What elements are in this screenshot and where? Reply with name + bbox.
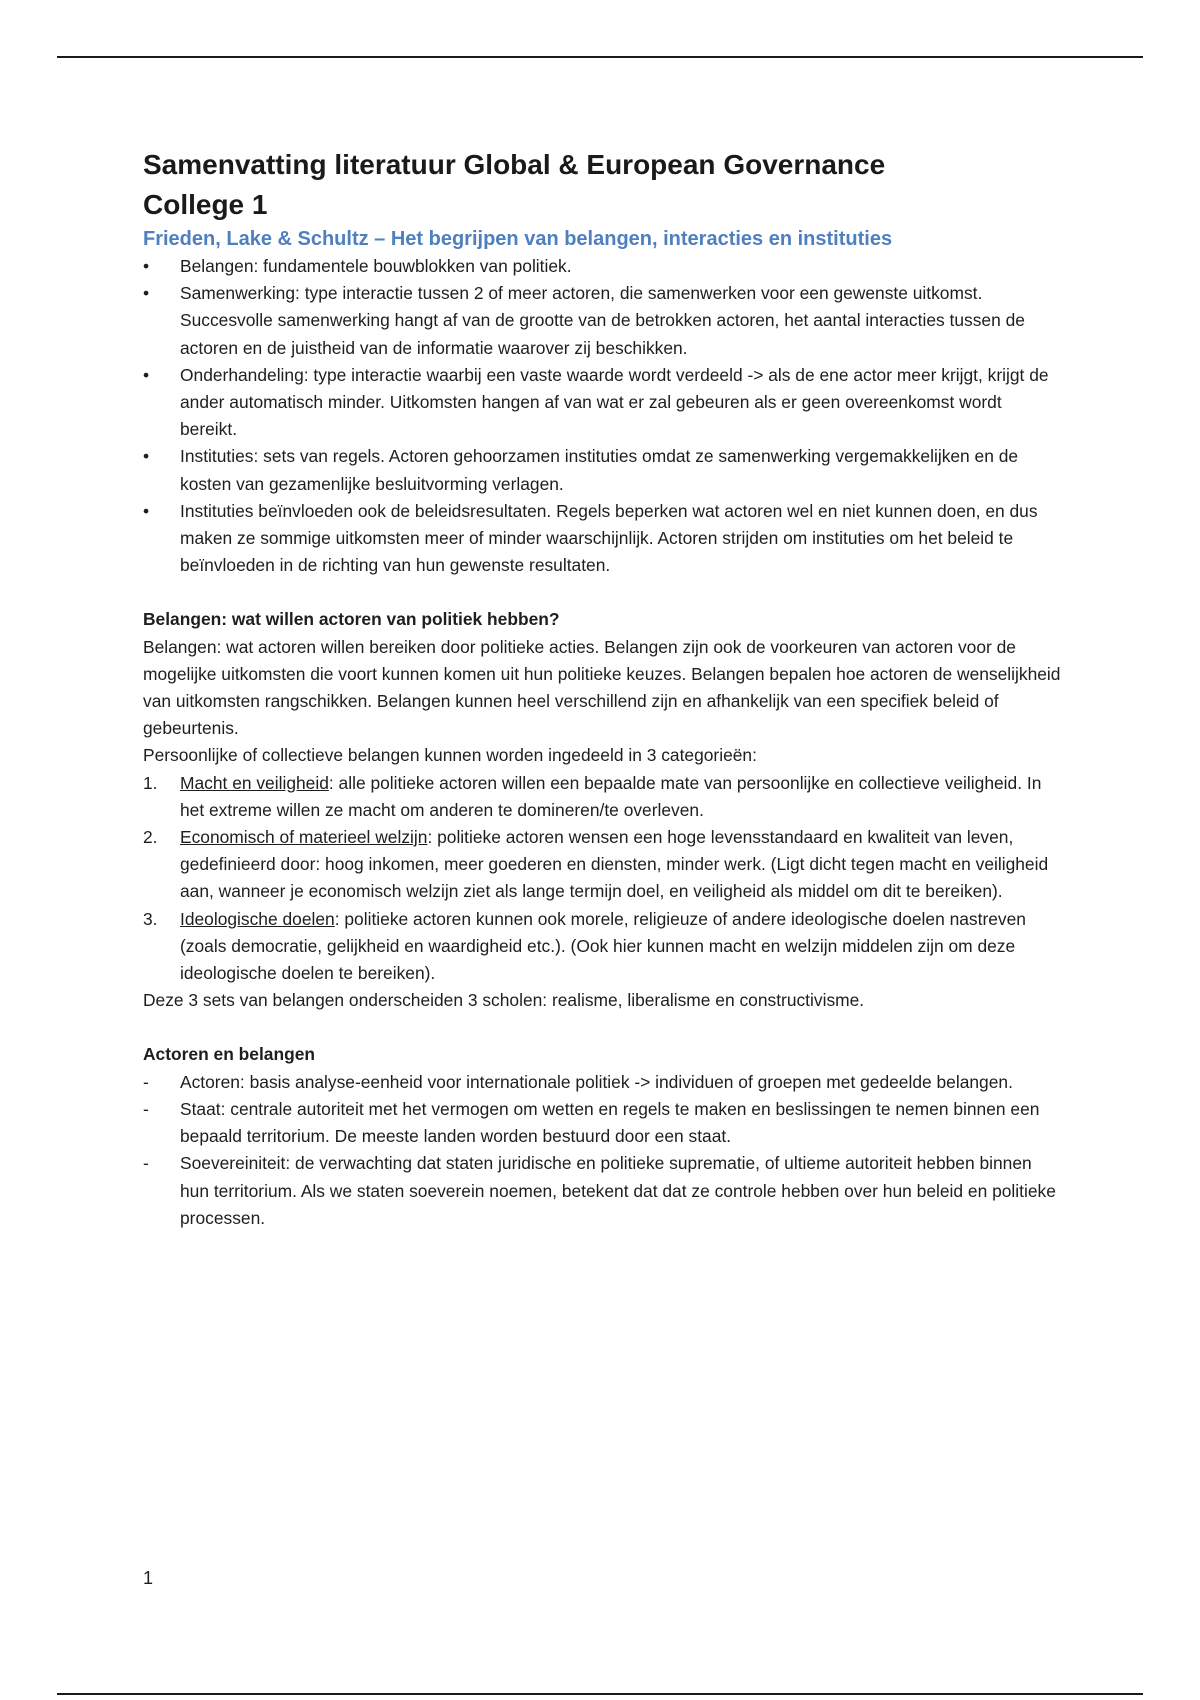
bullet-list	[143, 253, 1063, 579]
footer-rule	[57, 1693, 1143, 1695]
section-heading-frieden: Frieden, Lake & Schultz – Het begrijpen van belangen, interacties en instituties	[143, 228, 893, 250]
dash-list	[143, 1069, 1063, 1232]
page-number: 1	[143, 1568, 154, 1588]
section-heading-actoren: Actoren en belangen	[143, 1044, 316, 1065]
numbered-list	[143, 770, 1063, 988]
section-heading-belangen: Belangen: wat willen actoren van politiek hebben?	[143, 609, 560, 630]
list-item: 3. Ideologische doelen: politieke actoren kunnen ook morele, religieuze of andere ideologische doelen nastreven (zoals democratie, gelijkheid en waardigheid etc.). (Ook hier kunnen macht en welzijn middelen zijn om deze ideologische doelen te bereiken).	[143, 908, 1026, 984]
list-item: - Soevereiniteit: de verwachting dat staten juridische en politieke suprematie, of ultieme autoriteit hebben binnen hun territorium. Als we staten soeverein noemen, betekent dat dat ze controle hebben over hun beleid en politieke processen.	[143, 1153, 1056, 1228]
document-page	[143, 145, 1063, 1232]
list-item: 1. Macht en veiligheid: alle politieke actoren willen een bepaalde mate van persoonlijke en collectieve veiligheid. In het extreme willen ze macht om anderen te domineren/te overleven.	[143, 772, 1042, 820]
paragraph: Deze 3 sets van belangen onderscheiden 3 scholen: realisme, liberalisme en constructivisme.	[143, 990, 865, 1011]
list-item: • Instituties beïnvloeden ook de beleidsresultaten. Regels beperken wat actoren wel en niet kunnen doen, en dus maken ze sommige uitkomsten meer of minder waarschijnlijk. Actoren strijden om instituties om het beleid te beïnvloeden in de richting van hun gewenste resultaten.	[143, 500, 1038, 576]
list-item: - Actoren: basis analyse-eenheid voor internationale politiek -> individuen of groepen met gedeelde belangen.	[143, 1071, 1013, 1092]
list-item: • Instituties: sets van regels. Actoren gehoorzamen instituties omdat ze samenwerking vergemakkelijken en de kosten van gezamenlijke besluitvorming verlagen.	[143, 446, 1019, 494]
list-item: • Samenwerking: type interactie tussen 2 of meer actoren, die samenwerken voor een gewenste uitkomst. Succesvolle samenwerking hangt af van de grootte van de betrokken actoren, het aantal interacties tussen de actoren en de juistheid van de informatie waarover zij beschikken.	[143, 283, 1025, 358]
document-subtitle-college: College 1	[143, 189, 268, 220]
header-rule	[57, 56, 1143, 58]
list-item: • Onderhandeling: type interactie waarbij een vaste waarde wordt verdeeld -> als de ene actor meer krijgt, krijgt de ander automatisch minder. Uitkomsten hangen af van wat er zal gebeuren als er geen overeenkomst wordt bereikt.	[143, 364, 1049, 440]
list-item: 2. Economisch of materieel welzijn: politieke actoren wensen een hoge levensstandaard en kwaliteit van leven, gedefinieerd door: hoog inkomen, meer goederen en diensten, minder werk. (Ligt dicht tegen macht en veiligheid aan, wanneer je economisch welzijn ziet als lange termijn doel, en veiligheid als middel om dit te bereiken).	[143, 827, 1049, 902]
list-item: • Belangen: fundamentele bouwblokken van politiek.	[143, 256, 572, 276]
list-item: - Staat: centrale autoriteit met het vermogen om wetten en regels te maken en beslissingen te nemen binnen een bepaald territorium. De meeste landen worden bestuurd door een staat.	[143, 1098, 1040, 1147]
paragraph: Persoonlijke of collectieve belangen kunnen worden ingedeeld in 3 categorieën:	[143, 745, 757, 766]
document-title: Samenvatting literatuur Global & European Governance	[143, 149, 886, 180]
paragraph: Belangen: wat actoren willen bereiken door politieke acties. Belangen zijn ook de voorkeuren van actoren voor de mogelijke uitkomsten die voort kunnen komen uit hun politieke keuzes. Belangen bepalen hoe actoren de wenselijkheid van uitkomsten rangschikken. Belangen kunnen heel verschillend zijn en afhankelijk van een specifiek beleid of gebeurtenis.	[143, 636, 1061, 739]
